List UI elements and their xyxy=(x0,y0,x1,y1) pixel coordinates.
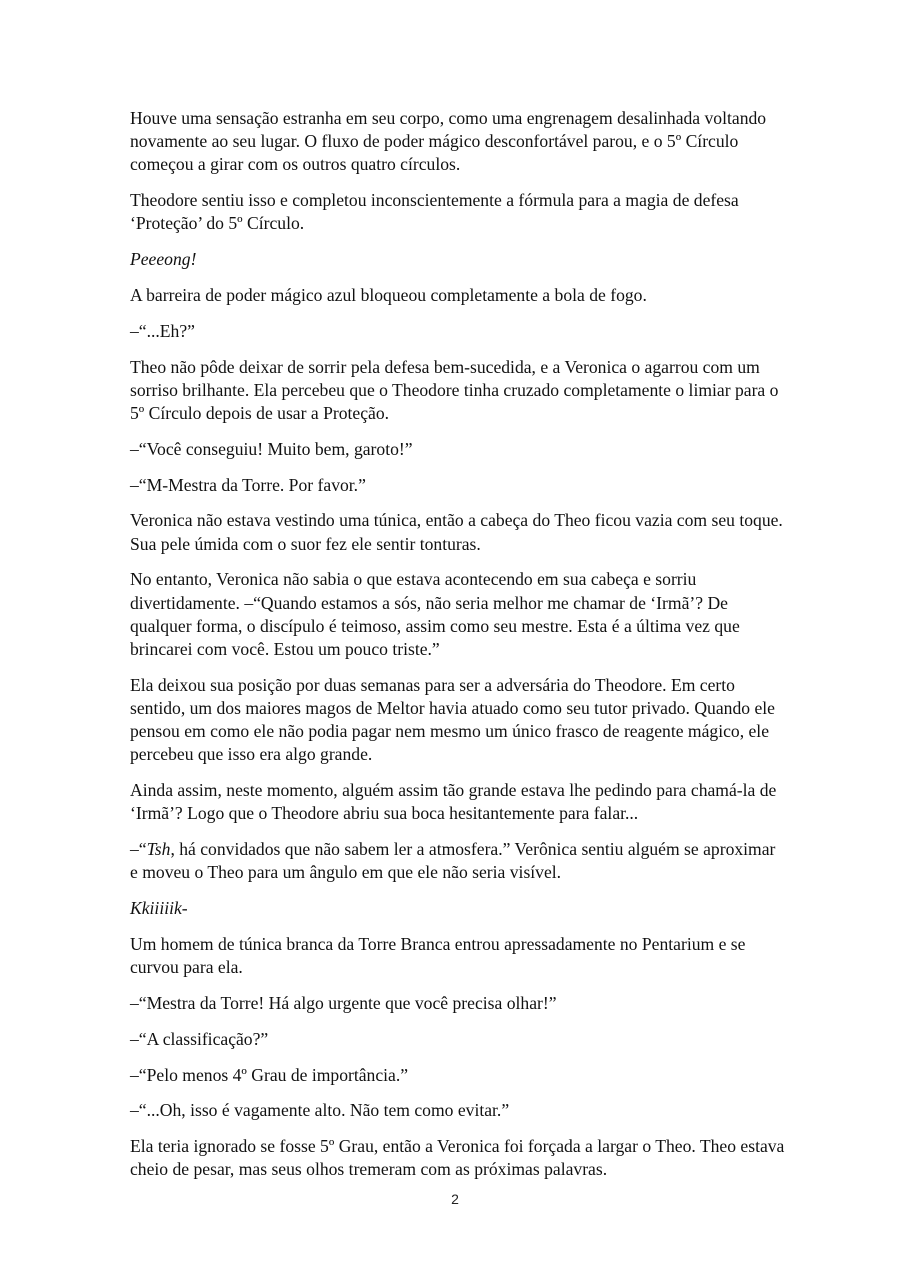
paragraph: Veronica não estava vestindo uma túnica, então a cabeça do Theo ficou vazia com seu toque. Sua pele úmida com o suor fez ele sentir tonturas. xyxy=(130,510,783,554)
page-number: 2 xyxy=(451,1191,459,1207)
dialogue-open-quote: –“ xyxy=(130,839,147,860)
dialogue-line: –“Você conseguiu! Muito bem, garoto!” xyxy=(130,438,413,459)
paragraph: Ela deixou sua posição por duas semanas para ser a adversária do Theodore. Em certo sentido, um dos maiores magos de Meltor havia atuado como seu tutor privado. Quando ele pensou em como ele não podia pagar nem mesmo um único frasco de reagente mágico, ele percebeu que isso era algo grande. xyxy=(130,674,775,765)
sound-effect: Kkiiiiik- xyxy=(130,898,188,919)
sound-effect: Peeeong! xyxy=(130,249,197,270)
dialogue-line: –“...Oh, isso é vagamente alto. Não tem como evitar.” xyxy=(130,1100,510,1121)
dialogue-line: –“M-Mestra da Torre. Por favor.” xyxy=(130,474,366,495)
dialogue-line: –“...Eh?” xyxy=(130,320,195,341)
paragraph: Theo não pôde deixar de sorrir pela defesa bem-sucedida, e a Veronica o agarrou com um sorriso brilhante. Ela percebeu que o Theodore tinha cruzado completamente o limiar para o 5º Círculo depois de usar a Proteção. xyxy=(130,356,779,423)
paragraph: A barreira de poder mágico azul bloqueou completamente a bola de fogo. xyxy=(130,285,647,305)
paragraph: Houve uma sensação estranha em seu corpo, como uma engrenagem desalinhada voltando novamente ao seu lugar. O fluxo de poder mágico desconfortável parou, e o 5º Círculo começou a girar com os outros quatro círculos. xyxy=(130,108,767,175)
paragraph: Ela teria ignorado se fosse 5º Grau, então a Veronica foi forçada a largar o Theo. Theo estava cheio de pesar, mas seus olhos tremeram com as próximas palavras. xyxy=(130,1136,785,1180)
paragraph: No entanto, Veronica não sabia o que estava acontecendo em sua cabeça e sorriu divertidamente. –“Quando estamos a sós, não seria melhor me chamar de ‘Irmã’? De qualquer forma, o discípulo é teimoso, assim como seu mestre. Esta é a última vez que brincarei com você. Estou um pouco triste.” xyxy=(130,569,740,659)
paragraph: Um homem de túnica branca da Torre Branca entrou apressadamente no Pentarium e se curvou para ela. xyxy=(130,934,746,978)
italic-interjection: Tsh xyxy=(146,839,171,860)
dialogue-line: –“Mestra da Torre! Há algo urgente que você precisa olhar!” xyxy=(130,993,557,1013)
document-body xyxy=(130,107,785,1194)
dialogue-line: –“A classificação?” xyxy=(130,1028,269,1049)
dialogue-rest: , há convidados que não sabem ler a atmosfera.” xyxy=(170,839,515,860)
dialogue-paragraph xyxy=(130,838,785,884)
narration-text: Verônica sentiu alguém se aproximar e moveu o Theo para um ângulo em que ele não seria visível. xyxy=(130,839,776,883)
dialogue-line: –“Pelo menos 4º Grau de importância.” xyxy=(130,1064,409,1085)
paragraph: Ainda assim, neste momento, alguém assim tão grande estava lhe pedindo para chamá-la de ‘Irmã’? Logo que o Theodore abriu sua boca hesitantemente para falar... xyxy=(130,780,777,824)
paragraph: Theodore sentiu isso e completou inconscientemente a fórmula para a magia de defesa ‘Proteção’ do 5º Círculo. xyxy=(130,190,739,234)
